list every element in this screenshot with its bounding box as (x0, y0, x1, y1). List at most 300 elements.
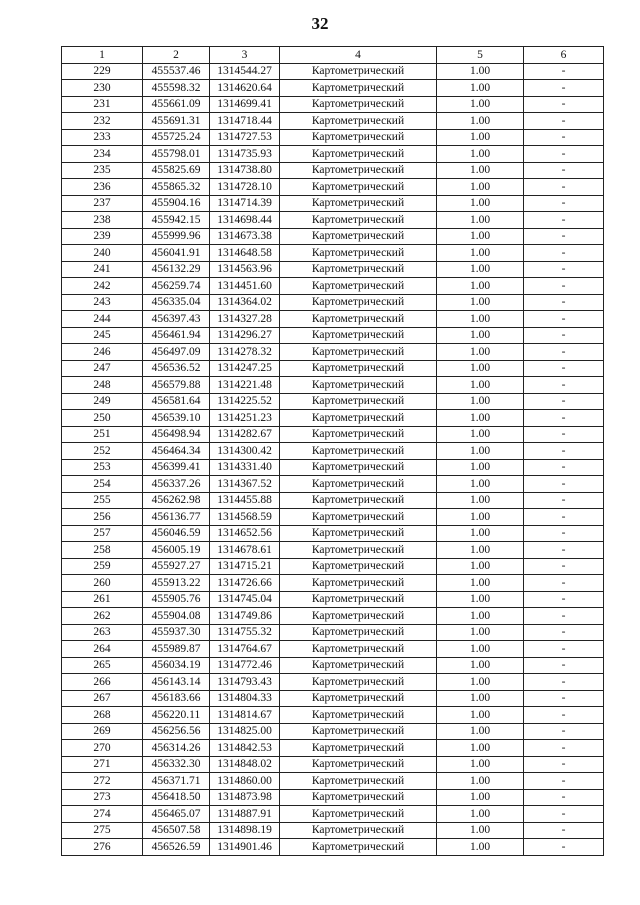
accuracy-cell: 1.00 (437, 245, 524, 262)
method-cell: Картометрический (280, 707, 437, 724)
y-coordinate-cell: 1314804.33 (210, 690, 280, 707)
method-cell: Картометрический (280, 410, 437, 427)
accuracy-cell: 1.00 (437, 113, 524, 130)
point-number-cell: 262 (62, 608, 143, 625)
point-number-cell: 240 (62, 245, 143, 262)
point-number-cell: 260 (62, 575, 143, 592)
method-cell: Картометрический (280, 822, 437, 839)
y-coordinate-cell: 1314247.25 (210, 360, 280, 377)
table-row (62, 707, 604, 724)
y-coordinate-cell: 1314842.53 (210, 740, 280, 757)
description-cell: - (524, 608, 604, 625)
y-coordinate-cell: 1314331.40 (210, 459, 280, 476)
method-cell: Картометрический (280, 245, 437, 262)
method-cell: Картометрический (280, 278, 437, 295)
accuracy-cell: 1.00 (437, 476, 524, 493)
method-cell: Картометрический (280, 146, 437, 163)
method-cell: Картометрический (280, 459, 437, 476)
point-number-cell: 244 (62, 311, 143, 328)
x-coordinate-cell: 455725.24 (143, 129, 210, 146)
description-cell: - (524, 113, 604, 130)
description-cell: - (524, 393, 604, 410)
point-number-cell: 234 (62, 146, 143, 163)
accuracy-cell: 1.00 (437, 773, 524, 790)
method-cell: Картометрический (280, 195, 437, 212)
description-cell: - (524, 327, 604, 344)
table-row (62, 113, 604, 130)
description-cell: - (524, 377, 604, 394)
x-coordinate-cell: 455913.22 (143, 575, 210, 592)
x-coordinate-cell: 455937.30 (143, 624, 210, 641)
accuracy-cell: 1.00 (437, 377, 524, 394)
description-cell: - (524, 294, 604, 311)
point-number-cell: 273 (62, 789, 143, 806)
description-cell: - (524, 591, 604, 608)
table-row (62, 773, 604, 790)
table-row (62, 228, 604, 245)
description-cell: - (524, 525, 604, 542)
description-cell: - (524, 443, 604, 460)
x-coordinate-cell: 456526.59 (143, 839, 210, 856)
y-coordinate-cell: 1314793.43 (210, 674, 280, 691)
method-cell: Картометрический (280, 740, 437, 757)
method-cell: Картометрический (280, 129, 437, 146)
point-number-cell: 252 (62, 443, 143, 460)
description-cell: - (524, 575, 604, 592)
table-row (62, 740, 604, 757)
method-cell: Картометрический (280, 294, 437, 311)
table-row (62, 63, 604, 80)
method-cell: Картометрический (280, 228, 437, 245)
x-coordinate-cell: 456132.29 (143, 261, 210, 278)
x-coordinate-cell: 456143.14 (143, 674, 210, 691)
y-coordinate-cell: 1314300.42 (210, 443, 280, 460)
y-coordinate-cell: 1314749.86 (210, 608, 280, 625)
table-row (62, 179, 604, 196)
method-cell: Картометрический (280, 806, 437, 823)
description-cell: - (524, 789, 604, 806)
method-cell: Картометрический (280, 393, 437, 410)
table-row (62, 542, 604, 559)
y-coordinate-cell: 1314715.21 (210, 558, 280, 575)
table-row (62, 624, 604, 641)
point-number-cell: 267 (62, 690, 143, 707)
accuracy-cell: 1.00 (437, 410, 524, 427)
method-cell: Картометрический (280, 690, 437, 707)
table-row (62, 80, 604, 97)
method-cell: Картометрический (280, 723, 437, 740)
point-number-cell: 274 (62, 806, 143, 823)
accuracy-cell: 1.00 (437, 212, 524, 229)
description-cell: - (524, 723, 604, 740)
table-row (62, 327, 604, 344)
accuracy-cell: 1.00 (437, 162, 524, 179)
point-number-cell: 245 (62, 327, 143, 344)
table-row (62, 278, 604, 295)
description-cell: - (524, 261, 604, 278)
x-coordinate-cell: 456371.71 (143, 773, 210, 790)
accuracy-cell: 1.00 (437, 641, 524, 658)
description-cell: - (524, 344, 604, 361)
table-row (62, 591, 604, 608)
point-number-cell: 257 (62, 525, 143, 542)
table-row (62, 608, 604, 625)
point-number-cell: 255 (62, 492, 143, 509)
x-coordinate-cell: 456262.98 (143, 492, 210, 509)
point-number-cell: 261 (62, 591, 143, 608)
accuracy-cell: 1.00 (437, 740, 524, 757)
description-cell: - (524, 410, 604, 427)
method-cell: Картометрический (280, 212, 437, 229)
y-coordinate-cell: 1314364.02 (210, 294, 280, 311)
table-header (62, 47, 604, 64)
x-coordinate-cell: 456465.07 (143, 806, 210, 823)
y-coordinate-cell: 1314745.04 (210, 591, 280, 608)
description-cell: - (524, 80, 604, 97)
point-number-cell: 247 (62, 360, 143, 377)
table-row (62, 476, 604, 493)
table-row (62, 822, 604, 839)
x-coordinate-cell: 456498.94 (143, 426, 210, 443)
table-row (62, 575, 604, 592)
table-body (62, 63, 604, 855)
accuracy-cell: 1.00 (437, 591, 524, 608)
y-coordinate-cell: 1314860.00 (210, 773, 280, 790)
point-number-cell: 272 (62, 773, 143, 790)
y-coordinate-cell: 1314848.02 (210, 756, 280, 773)
table-row (62, 459, 604, 476)
y-coordinate-cell: 1314221.48 (210, 377, 280, 394)
method-cell: Картометрический (280, 344, 437, 361)
method-cell: Картометрический (280, 674, 437, 691)
accuracy-cell: 1.00 (437, 459, 524, 476)
x-coordinate-cell: 455999.96 (143, 228, 210, 245)
accuracy-cell: 1.00 (437, 344, 524, 361)
description-cell: - (524, 492, 604, 509)
point-number-cell: 265 (62, 657, 143, 674)
table-row (62, 410, 604, 427)
accuracy-cell: 1.00 (437, 278, 524, 295)
x-coordinate-cell: 455537.46 (143, 63, 210, 80)
point-number-cell: 276 (62, 839, 143, 856)
table-row (62, 426, 604, 443)
method-cell: Картометрический (280, 443, 437, 460)
point-number-cell: 246 (62, 344, 143, 361)
column-header-2: 2 (143, 47, 210, 64)
table-row (62, 146, 604, 163)
accuracy-cell: 1.00 (437, 674, 524, 691)
y-coordinate-cell: 1314755.32 (210, 624, 280, 641)
point-number-cell: 243 (62, 294, 143, 311)
point-number-cell: 253 (62, 459, 143, 476)
table-row (62, 492, 604, 509)
point-number-cell: 259 (62, 558, 143, 575)
method-cell: Картометрический (280, 591, 437, 608)
method-cell: Картометрический (280, 773, 437, 790)
accuracy-cell: 1.00 (437, 96, 524, 113)
point-number-cell: 263 (62, 624, 143, 641)
point-number-cell: 250 (62, 410, 143, 427)
x-coordinate-cell: 456183.66 (143, 690, 210, 707)
method-cell: Картометрический (280, 839, 437, 856)
accuracy-cell: 1.00 (437, 261, 524, 278)
accuracy-cell: 1.00 (437, 525, 524, 542)
column-header-5: 5 (437, 47, 524, 64)
description-cell: - (524, 839, 604, 856)
accuracy-cell: 1.00 (437, 426, 524, 443)
description-cell: - (524, 311, 604, 328)
description-cell: - (524, 129, 604, 146)
method-cell: Картометрический (280, 360, 437, 377)
point-number-cell: 235 (62, 162, 143, 179)
y-coordinate-cell: 1314251.23 (210, 410, 280, 427)
y-coordinate-cell: 1314563.96 (210, 261, 280, 278)
page-number: 32 (311, 14, 329, 33)
accuracy-cell: 1.00 (437, 822, 524, 839)
method-cell: Картометрический (280, 657, 437, 674)
description-cell: - (524, 707, 604, 724)
column-header-4: 4 (280, 47, 437, 64)
method-cell: Картометрический (280, 575, 437, 592)
table-row (62, 261, 604, 278)
table-row (62, 212, 604, 229)
method-cell: Картометрический (280, 789, 437, 806)
method-cell: Картометрический (280, 113, 437, 130)
x-coordinate-cell: 456507.58 (143, 822, 210, 839)
accuracy-cell: 1.00 (437, 360, 524, 377)
point-number-cell: 233 (62, 129, 143, 146)
accuracy-cell: 1.00 (437, 839, 524, 856)
y-coordinate-cell: 1314568.59 (210, 509, 280, 526)
description-cell: - (524, 212, 604, 229)
point-number-cell: 248 (62, 377, 143, 394)
y-coordinate-cell: 1314698.44 (210, 212, 280, 229)
point-number-cell: 237 (62, 195, 143, 212)
x-coordinate-cell: 455905.76 (143, 591, 210, 608)
point-number-cell: 251 (62, 426, 143, 443)
table-row (62, 558, 604, 575)
accuracy-cell: 1.00 (437, 608, 524, 625)
description-cell: - (524, 624, 604, 641)
point-number-cell: 236 (62, 179, 143, 196)
description-cell: - (524, 657, 604, 674)
y-coordinate-cell: 1314764.67 (210, 641, 280, 658)
method-cell: Картометрический (280, 377, 437, 394)
x-coordinate-cell: 455825.69 (143, 162, 210, 179)
description-cell: - (524, 806, 604, 823)
point-number-cell: 238 (62, 212, 143, 229)
description-cell: - (524, 476, 604, 493)
x-coordinate-cell: 456539.10 (143, 410, 210, 427)
table-row (62, 195, 604, 212)
method-cell: Картометрический (280, 327, 437, 344)
description-cell: - (524, 426, 604, 443)
y-coordinate-cell: 1314296.27 (210, 327, 280, 344)
accuracy-cell: 1.00 (437, 80, 524, 97)
x-coordinate-cell: 456399.41 (143, 459, 210, 476)
table-row (62, 360, 604, 377)
method-cell: Картометрический (280, 756, 437, 773)
method-cell: Картометрический (280, 558, 437, 575)
x-coordinate-cell: 456136.77 (143, 509, 210, 526)
y-coordinate-cell: 1314278.32 (210, 344, 280, 361)
x-coordinate-cell: 456397.43 (143, 311, 210, 328)
table-row (62, 723, 604, 740)
x-coordinate-cell: 455691.31 (143, 113, 210, 130)
accuracy-cell: 1.00 (437, 228, 524, 245)
method-cell: Картометрический (280, 492, 437, 509)
y-coordinate-cell: 1314699.41 (210, 96, 280, 113)
description-cell: - (524, 740, 604, 757)
y-coordinate-cell: 1314718.44 (210, 113, 280, 130)
table-row (62, 245, 604, 262)
x-coordinate-cell: 456418.50 (143, 789, 210, 806)
table-row (62, 789, 604, 806)
accuracy-cell: 1.00 (437, 327, 524, 344)
x-coordinate-cell: 456332.30 (143, 756, 210, 773)
method-cell: Картометрический (280, 179, 437, 196)
x-coordinate-cell: 456041.91 (143, 245, 210, 262)
y-coordinate-cell: 1314728.10 (210, 179, 280, 196)
table-row (62, 756, 604, 773)
method-cell: Картометрический (280, 525, 437, 542)
table-row (62, 657, 604, 674)
accuracy-cell: 1.00 (437, 756, 524, 773)
x-coordinate-cell: 456005.19 (143, 542, 210, 559)
x-coordinate-cell: 456046.59 (143, 525, 210, 542)
column-header-6: 6 (524, 47, 604, 64)
accuracy-cell: 1.00 (437, 492, 524, 509)
accuracy-cell: 1.00 (437, 311, 524, 328)
point-number-cell: 271 (62, 756, 143, 773)
description-cell: - (524, 179, 604, 196)
table-row (62, 393, 604, 410)
point-number-cell: 269 (62, 723, 143, 740)
y-coordinate-cell: 1314738.80 (210, 162, 280, 179)
point-number-cell: 256 (62, 509, 143, 526)
accuracy-cell: 1.00 (437, 294, 524, 311)
description-cell: - (524, 146, 604, 163)
y-coordinate-cell: 1314772.46 (210, 657, 280, 674)
column-header-3: 3 (210, 47, 280, 64)
x-coordinate-cell: 456034.19 (143, 657, 210, 674)
x-coordinate-cell: 455989.87 (143, 641, 210, 658)
method-cell: Картометрический (280, 162, 437, 179)
table-row (62, 674, 604, 691)
table-row (62, 641, 604, 658)
point-number-cell: 275 (62, 822, 143, 839)
x-coordinate-cell: 456335.04 (143, 294, 210, 311)
accuracy-cell: 1.00 (437, 129, 524, 146)
y-coordinate-cell: 1314327.28 (210, 311, 280, 328)
description-cell: - (524, 278, 604, 295)
y-coordinate-cell: 1314726.66 (210, 575, 280, 592)
table-row (62, 377, 604, 394)
accuracy-cell: 1.00 (437, 690, 524, 707)
y-coordinate-cell: 1314620.64 (210, 80, 280, 97)
y-coordinate-cell: 1314727.53 (210, 129, 280, 146)
x-coordinate-cell: 456461.94 (143, 327, 210, 344)
accuracy-cell: 1.00 (437, 542, 524, 559)
y-coordinate-cell: 1314225.52 (210, 393, 280, 410)
x-coordinate-cell: 455942.15 (143, 212, 210, 229)
y-coordinate-cell: 1314901.46 (210, 839, 280, 856)
method-cell: Картометрический (280, 608, 437, 625)
table-row (62, 344, 604, 361)
x-coordinate-cell: 456536.52 (143, 360, 210, 377)
description-cell: - (524, 509, 604, 526)
accuracy-cell: 1.00 (437, 393, 524, 410)
y-coordinate-cell: 1314544.27 (210, 63, 280, 80)
description-cell: - (524, 756, 604, 773)
description-cell: - (524, 773, 604, 790)
description-cell: - (524, 558, 604, 575)
x-coordinate-cell: 456497.09 (143, 344, 210, 361)
point-number-cell: 232 (62, 113, 143, 130)
accuracy-cell: 1.00 (437, 63, 524, 80)
table-row (62, 129, 604, 146)
x-coordinate-cell: 456256.56 (143, 723, 210, 740)
description-cell: - (524, 162, 604, 179)
description-cell: - (524, 63, 604, 80)
table-row (62, 690, 604, 707)
accuracy-cell: 1.00 (437, 509, 524, 526)
x-coordinate-cell: 455865.32 (143, 179, 210, 196)
method-cell: Картометрический (280, 426, 437, 443)
table-row (62, 806, 604, 823)
table-row (62, 525, 604, 542)
method-cell: Картометрический (280, 261, 437, 278)
point-number-cell: 242 (62, 278, 143, 295)
accuracy-cell: 1.00 (437, 624, 524, 641)
point-number-cell: 258 (62, 542, 143, 559)
point-number-cell: 249 (62, 393, 143, 410)
method-cell: Картометрический (280, 641, 437, 658)
y-coordinate-cell: 1314282.67 (210, 426, 280, 443)
x-coordinate-cell: 456579.88 (143, 377, 210, 394)
table-row (62, 96, 604, 113)
y-coordinate-cell: 1314673.38 (210, 228, 280, 245)
y-coordinate-cell: 1314898.19 (210, 822, 280, 839)
accuracy-cell: 1.00 (437, 806, 524, 823)
table-row (62, 839, 604, 856)
method-cell: Картометрический (280, 476, 437, 493)
table-row (62, 162, 604, 179)
x-coordinate-cell: 455927.27 (143, 558, 210, 575)
y-coordinate-cell: 1314652.56 (210, 525, 280, 542)
x-coordinate-cell: 455661.09 (143, 96, 210, 113)
column-header-1: 1 (62, 47, 143, 64)
x-coordinate-cell: 456337.26 (143, 476, 210, 493)
x-coordinate-cell: 455904.16 (143, 195, 210, 212)
description-cell: - (524, 641, 604, 658)
accuracy-cell: 1.00 (437, 707, 524, 724)
y-coordinate-cell: 1314814.67 (210, 707, 280, 724)
point-number-cell: 230 (62, 80, 143, 97)
description-cell: - (524, 245, 604, 262)
y-coordinate-cell: 1314887.91 (210, 806, 280, 823)
accuracy-cell: 1.00 (437, 657, 524, 674)
description-cell: - (524, 690, 604, 707)
point-number-cell: 241 (62, 261, 143, 278)
table-row (62, 311, 604, 328)
y-coordinate-cell: 1314451.60 (210, 278, 280, 295)
method-cell: Картометрический (280, 624, 437, 641)
accuracy-cell: 1.00 (437, 723, 524, 740)
description-cell: - (524, 228, 604, 245)
method-cell: Картометрический (280, 63, 437, 80)
y-coordinate-cell: 1314648.58 (210, 245, 280, 262)
